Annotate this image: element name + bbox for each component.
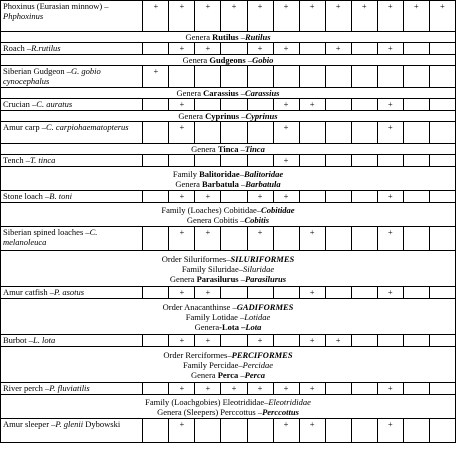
presence-cell [221, 287, 247, 299]
species-name-cell [1, 155, 143, 167]
presence-cell [403, 335, 429, 347]
presence-cell: + [429, 1, 455, 32]
presence-cell: + [273, 122, 299, 144]
species-latin-name: C. auratus [36, 99, 73, 109]
taxon-header-cell [1, 203, 456, 227]
presence-cell: + [169, 419, 195, 443]
presence-cell: + [273, 191, 299, 203]
presence-cell [273, 287, 299, 299]
presence-cell: + [221, 1, 247, 32]
presence-cell [247, 287, 273, 299]
presence-cell [143, 155, 169, 167]
presence-cell: + [377, 43, 403, 55]
species-latin-name: P. asotus [54, 287, 85, 297]
taxon-text: Parasilurus [244, 273, 287, 284]
presence-cell: + [247, 335, 273, 347]
presence-cell [299, 191, 325, 203]
presence-cell: + [195, 287, 221, 299]
species-name-cell [1, 43, 143, 55]
presence-cell [195, 155, 221, 167]
presence-cell: + [169, 383, 195, 395]
presence-cell [351, 227, 377, 251]
taxon-text: Family Lotidae – [185, 311, 245, 322]
presence-cell [351, 383, 377, 395]
taxon-header-row [1, 347, 456, 383]
presence-cell [351, 335, 377, 347]
presence-cell: + [377, 419, 403, 443]
taxon-text: Carassius [244, 88, 280, 98]
species-latin-name: T. tinca [30, 155, 56, 165]
species-name-cell [1, 227, 143, 251]
species-row [1, 43, 456, 55]
presence-cell [377, 155, 403, 167]
presence-cell [403, 191, 429, 203]
presence-cell [351, 287, 377, 299]
presence-cell: + [325, 43, 351, 55]
taxon-text: Eleotrididae [268, 396, 311, 407]
taxon-text: Cyprinus [205, 111, 240, 121]
presence-cell [429, 287, 455, 299]
presence-cell: + [299, 287, 325, 299]
taxon-text: PERCIFORMES [231, 349, 293, 360]
presence-cell [143, 122, 169, 144]
taxon-text: Genera [185, 32, 213, 42]
presence-cell [429, 122, 455, 144]
taxon-text: – [238, 273, 245, 284]
presence-cell [429, 227, 455, 251]
taxon-header-cell [1, 167, 456, 191]
taxon-text: – [239, 168, 244, 179]
presence-cell: + [169, 99, 195, 111]
species-common-name: Stone loach – [3, 191, 50, 201]
taxon-text: -Lota – [219, 321, 246, 332]
species-name-cell [1, 191, 143, 203]
presence-cell [221, 191, 247, 203]
species-latin-name: C. carpiohaematopterus [45, 122, 129, 132]
taxon-line [3, 55, 453, 65]
presence-cell [299, 155, 325, 167]
presence-cell [377, 66, 403, 88]
taxon-line [3, 264, 453, 274]
presence-cell: + [377, 287, 403, 299]
taxon-text: Genera (Sleepers) Perccottus – [157, 406, 263, 417]
species-latin-name: R.rutilus [31, 43, 61, 53]
taxon-header-cell [1, 144, 456, 155]
species-row [1, 122, 456, 144]
taxon-header-row [1, 395, 456, 419]
presence-cell [325, 122, 351, 144]
presence-cell [403, 419, 429, 443]
presence-cell [325, 227, 351, 251]
presence-cell [351, 122, 377, 144]
species-common-name: River perch – [3, 383, 50, 393]
species-latin-name: Phphoxinus [3, 11, 44, 21]
presence-cell: + [169, 335, 195, 347]
presence-cell [299, 43, 325, 55]
presence-cell [169, 66, 195, 88]
taxon-header-cell [1, 299, 456, 335]
taxon-header-row [1, 88, 456, 99]
taxon-text: Barbatula [202, 178, 239, 189]
species-name-cell [1, 66, 143, 88]
presence-cell: + [299, 335, 325, 347]
species-row [1, 419, 456, 443]
taxon-text: Percidae [242, 359, 274, 370]
presence-cell [195, 99, 221, 111]
presence-cell: + [377, 191, 403, 203]
taxon-header-row [1, 32, 456, 43]
taxon-line [3, 397, 453, 407]
species-common-name: Roach – [3, 43, 32, 53]
presence-cell [143, 43, 169, 55]
taxon-text: Genera [194, 321, 220, 332]
presence-cell: + [273, 419, 299, 443]
taxon-header-cell [1, 55, 456, 66]
taxon-text: Gudgeons [209, 55, 246, 65]
species-row [1, 1, 456, 32]
taxon-header-cell [1, 32, 456, 43]
taxon-line [3, 312, 453, 322]
taxon-text: Tinca [244, 144, 265, 154]
taxon-line [3, 205, 453, 215]
presence-cell [221, 227, 247, 251]
species-common-name: Crucian – [3, 99, 37, 109]
table-body [1, 1, 456, 443]
taxon-text: Perca [217, 369, 239, 380]
taxon-header-cell [1, 251, 456, 287]
taxon-text: – [238, 178, 246, 189]
presence-cell [247, 99, 273, 111]
presence-cell [325, 191, 351, 203]
taxon-text: Genera [182, 55, 210, 65]
presence-cell: + [273, 99, 299, 111]
presence-cell [351, 99, 377, 111]
species-row [1, 383, 456, 395]
presence-cell: + [143, 66, 169, 88]
presence-cell [221, 99, 247, 111]
taxon-line [3, 350, 453, 360]
taxon-header-row [1, 299, 456, 335]
taxon-text: Cobitidae [261, 204, 295, 215]
presence-cell [351, 419, 377, 443]
presence-cell: + [221, 383, 247, 395]
taxon-text: Tinca [217, 144, 239, 154]
taxon-line [3, 302, 453, 312]
presence-cell: + [299, 419, 325, 443]
taxon-text: – [238, 369, 245, 380]
taxon-text: Lota [245, 321, 262, 332]
presence-cell [247, 122, 273, 144]
taxon-text: Carassius [203, 88, 239, 98]
presence-cell: + [195, 1, 221, 32]
species-name-cell [1, 99, 143, 111]
taxon-text: Rutilus [244, 32, 271, 42]
presence-cell [325, 66, 351, 88]
species-common-name: Amur sleeper – [3, 419, 56, 429]
species-name-cell [1, 122, 143, 144]
taxon-text: Family (Loaches) Cobitidae– [161, 204, 262, 215]
presence-cell: + [299, 227, 325, 251]
taxon-header-row [1, 167, 456, 191]
taxon-text: Genera [175, 178, 202, 189]
presence-cell: + [377, 227, 403, 251]
taxon-text: Cobitis [244, 214, 270, 225]
species-row [1, 155, 456, 167]
species-row [1, 66, 456, 88]
presence-cell [143, 287, 169, 299]
taxon-text: Cyprinus [245, 111, 278, 121]
species-row [1, 335, 456, 347]
presence-cell: + [169, 287, 195, 299]
taxon-text: Order Siluriformes– [161, 253, 231, 264]
taxon-line [3, 407, 453, 417]
species-latin-name: B. toni [49, 191, 72, 201]
presence-cell [247, 155, 273, 167]
presence-cell: + [247, 43, 273, 55]
taxon-line [3, 32, 453, 42]
species-latin-name: P. glenii [55, 419, 84, 429]
taxon-text: Genera [176, 88, 204, 98]
species-author: Dybowski [83, 419, 121, 429]
presence-cell [299, 66, 325, 88]
presence-cell: + [325, 1, 351, 32]
presence-cell: + [273, 43, 299, 55]
presence-cell: + [299, 1, 325, 32]
taxon-header-row [1, 144, 456, 155]
presence-cell [195, 419, 221, 443]
presence-cell: + [273, 1, 299, 32]
species-common-name: Burbot – [3, 335, 33, 345]
taxon-header-cell [1, 347, 456, 383]
presence-cell: + [247, 383, 273, 395]
presence-cell: + [273, 383, 299, 395]
taxon-header-row [1, 251, 456, 287]
presence-cell [429, 66, 455, 88]
taxon-line [3, 179, 453, 189]
taxon-header-cell [1, 88, 456, 99]
species-common-name: Tench – [3, 155, 31, 165]
presence-cell: + [195, 191, 221, 203]
taxon-text: GADIFORMES [236, 301, 294, 312]
presence-cell: + [169, 122, 195, 144]
species-name-cell [1, 383, 143, 395]
presence-cell [299, 122, 325, 144]
taxon-text: – [245, 55, 253, 65]
taxon-text: Gobio [252, 55, 274, 65]
presence-cell: + [299, 99, 325, 111]
presence-cell [143, 335, 169, 347]
presence-cell [221, 419, 247, 443]
taxon-text: Order Rerciformes– [163, 349, 232, 360]
taxon-text: Genera [191, 144, 218, 154]
presence-cell: + [195, 43, 221, 55]
presence-cell: + [195, 383, 221, 395]
presence-cell [325, 419, 351, 443]
species-name-cell [1, 419, 143, 443]
presence-cell [351, 43, 377, 55]
presence-cell [247, 419, 273, 443]
presence-cell [403, 66, 429, 88]
species-latin-name: L. lota [33, 335, 56, 345]
taxon-text: Genera [178, 111, 206, 121]
taxon-text: Family [172, 168, 200, 179]
taxon-text: – [238, 144, 245, 154]
taxon-text: Genera [169, 273, 197, 284]
presence-cell [143, 227, 169, 251]
taxon-line [3, 360, 453, 370]
presence-cell [429, 383, 455, 395]
presence-cell: + [247, 227, 273, 251]
presence-cell [429, 335, 455, 347]
presence-cell [247, 66, 273, 88]
presence-cell [221, 43, 247, 55]
species-row [1, 287, 456, 299]
species-name-cell [1, 335, 143, 347]
presence-cell: + [143, 1, 169, 32]
presence-cell: + [247, 1, 273, 32]
taxon-line [3, 88, 453, 98]
presence-cell [429, 155, 455, 167]
presence-cell [221, 155, 247, 167]
presence-cell: + [377, 122, 403, 144]
taxon-line [3, 370, 453, 380]
taxon-line [3, 215, 453, 225]
taxon-text: Siluridae [242, 263, 275, 274]
presence-cell [195, 122, 221, 144]
taxon-text: Family (Loachgobies) Eleotrididae– [145, 396, 269, 407]
species-common-name: Phoxinus (Eurasian minnow) – [3, 1, 109, 11]
presence-cell [429, 419, 455, 443]
taxon-line [3, 169, 453, 179]
presence-cell [143, 99, 169, 111]
taxon-header-row [1, 111, 456, 122]
presence-cell [325, 383, 351, 395]
presence-cell: + [169, 191, 195, 203]
presence-cell [325, 99, 351, 111]
presence-cell: + [195, 335, 221, 347]
presence-cell [143, 191, 169, 203]
presence-cell: + [351, 1, 377, 32]
presence-cell [403, 99, 429, 111]
presence-cell: + [247, 191, 273, 203]
presence-cell [221, 122, 247, 144]
presence-cell: + [169, 1, 195, 32]
presence-cell: + [403, 1, 429, 32]
presence-cell [429, 191, 455, 203]
presence-cell [273, 335, 299, 347]
presence-cell [325, 155, 351, 167]
taxon-line [3, 322, 453, 332]
presence-cell [429, 99, 455, 111]
taxon-text: Parasilurus [196, 273, 239, 284]
species-common-name: Siberian spined loaches – [3, 227, 90, 237]
presence-cell [403, 383, 429, 395]
taxon-line [3, 274, 453, 284]
presence-cell [377, 335, 403, 347]
taxon-text: Order Anacanthinse – [162, 301, 237, 312]
presence-cell: + [377, 99, 403, 111]
species-row [1, 99, 456, 111]
taxon-line [3, 111, 453, 121]
taxon-text: Genera Cobitis – [186, 214, 245, 225]
presence-cell: + [377, 1, 403, 32]
species-row [1, 227, 456, 251]
taxon-text: Balitoridae [199, 168, 240, 179]
presence-cell: + [325, 335, 351, 347]
presence-cell: + [195, 227, 221, 251]
taxon-line [3, 144, 453, 154]
taxon-text: Perccottus [262, 406, 299, 417]
presence-cell: + [273, 155, 299, 167]
species-common-name: Amur catfish – [3, 287, 54, 297]
presence-cell [403, 155, 429, 167]
presence-cell [143, 383, 169, 395]
taxon-text: Barbatula [245, 178, 281, 189]
species-latin-name: C. melanoleuca [3, 227, 98, 247]
presence-cell [221, 335, 247, 347]
presence-cell [403, 227, 429, 251]
species-common-name: Siberian Gudgeon – [3, 66, 71, 76]
taxon-text: Balitoridae [243, 168, 284, 179]
presence-cell [351, 191, 377, 203]
taxon-text: Family Siluridae– [181, 263, 243, 274]
taxon-header-cell [1, 395, 456, 419]
taxon-header-cell [1, 111, 456, 122]
taxon-text: Rutilus [212, 32, 239, 42]
taxon-text: – [238, 88, 245, 98]
taxon-text: Family Percidae– [182, 359, 243, 370]
presence-cell [429, 43, 455, 55]
species-common-name: Amur carp – [3, 122, 46, 132]
presence-cell: + [299, 383, 325, 395]
taxon-text: – [239, 111, 246, 121]
taxon-text: Lotidae [244, 311, 271, 322]
presence-cell [195, 66, 221, 88]
taxon-text: SILURIFORMES [230, 253, 295, 264]
presence-cell [143, 419, 169, 443]
presence-cell [325, 287, 351, 299]
presence-cell [403, 122, 429, 144]
presence-cell [169, 155, 195, 167]
presence-cell [403, 43, 429, 55]
taxon-text: Genera [191, 369, 218, 380]
presence-cell: + [169, 227, 195, 251]
presence-cell: + [169, 43, 195, 55]
presence-cell [273, 66, 299, 88]
species-name-cell [1, 1, 143, 32]
species-latin-name: G. gobio cynocephalus [3, 66, 101, 86]
presence-cell [273, 227, 299, 251]
taxon-text: – [238, 32, 245, 42]
species-latin-name: P. fluviatilis [49, 383, 90, 393]
presence-cell [221, 66, 247, 88]
taxon-line [3, 254, 453, 264]
species-name-cell [1, 287, 143, 299]
taxon-header-row [1, 203, 456, 227]
taxon-header-row [1, 55, 456, 66]
presence-cell: + [377, 383, 403, 395]
presence-cell [403, 287, 429, 299]
presence-cell [351, 155, 377, 167]
species-row [1, 191, 456, 203]
taxon-text: Perca [244, 369, 265, 380]
presence-cell [351, 66, 377, 88]
